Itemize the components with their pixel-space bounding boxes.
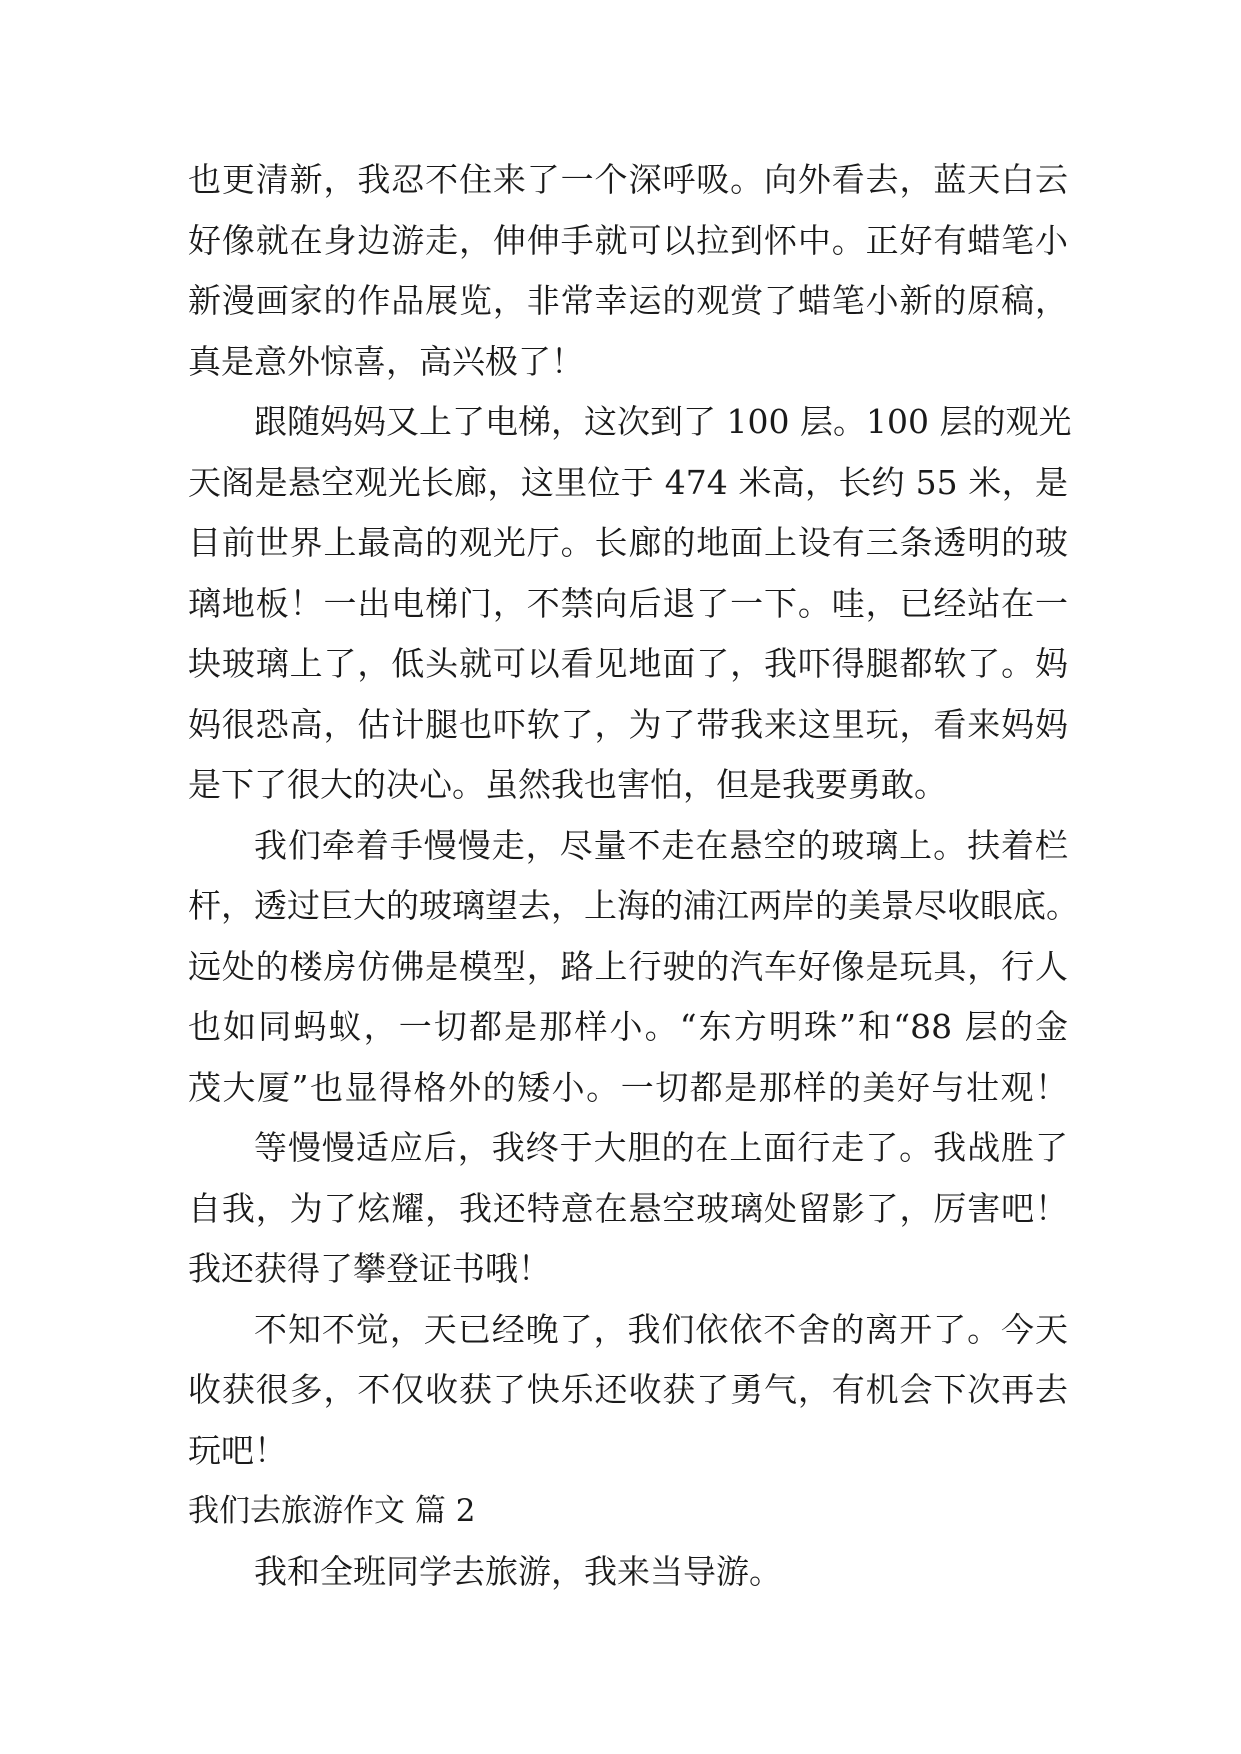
text-line: 收获很多，不仅收获了快乐还收获了勇气，有机会下次再去	[188, 1370, 1068, 1409]
text-line: 不知不觉，天已经晚了，我们依依不舍的离开了。今天	[254, 1309, 1068, 1349]
text-line: 块玻璃上了，低头就可以看见地面了，我吓得腿都软了。妈	[188, 644, 1068, 683]
text-line: 远处的楼房仿佛是模型，路上行驶的汽车好像是玩具，行人	[188, 946, 1068, 986]
text-line: 新漫画家的作品展览，非常幸运的观赏了蜡笔小新的原稿，	[188, 281, 1068, 320]
text-line: 等慢慢适应后，我终于大胆的在上面行走了。我战胜了	[254, 1128, 1068, 1167]
text-line: 跟随妈妈又上了电梯，这次到了 100 层。100 层的观光	[254, 402, 1072, 441]
text-line: 璃地板！一出电梯门，不禁向后退了一下。哇，已经站在一	[188, 583, 1068, 623]
document-body	[188, 150, 1079, 1602]
text-line: 我和全班同学去旅游，我来当导游。	[254, 1551, 782, 1591]
text-line: 茂大厦”也显得格外的矮小。一切都是那样的美好与壮观！	[188, 1067, 1068, 1107]
text-line: 自我，为了炫耀，我还特意在悬空玻璃处留影了，厉害吧！	[188, 1188, 1068, 1228]
text-line: 也更清新，我忍不住来了一个深呼吸。向外看去，蓝天白云	[188, 160, 1068, 199]
text-line: 也如同蚂蚁，一切都是那样小。“东方明珠”和“88 层的金	[188, 1007, 1068, 1046]
text-line: 是下了很大的决心。虽然我也害怕，但是我要勇敢。	[188, 765, 947, 804]
text-line: 好像就在身边游走，伸伸手就可以拉到怀中。正好有蜡笔小	[188, 220, 1068, 260]
text-line: 杆，透过巨大的玻璃望去，上海的浦江两岸的美景尽收眼底。	[188, 886, 1079, 925]
text-line: 我还获得了攀登证书哦！	[188, 1249, 551, 1288]
text-line: 我们牵着手慢慢走，尽量不走在悬空的玻璃上。扶着栏	[254, 825, 1068, 865]
section-heading: 我们去旅游作文 篇 2	[188, 1493, 476, 1529]
text-line: 天阁是悬空观光长廊，这里位于 474 米高，长约 55 米，是	[188, 462, 1068, 502]
text-line: 玩吧！	[188, 1430, 287, 1470]
text-line: 目前世界上最高的观光厅。长廊的地面上设有三条透明的玻	[188, 523, 1068, 562]
text-line: 妈很恐高，估计腿也吓软了，为了带我来这里玩，看来妈妈	[188, 704, 1068, 744]
text-line: 真是意外惊喜，高兴极了！	[188, 341, 584, 381]
